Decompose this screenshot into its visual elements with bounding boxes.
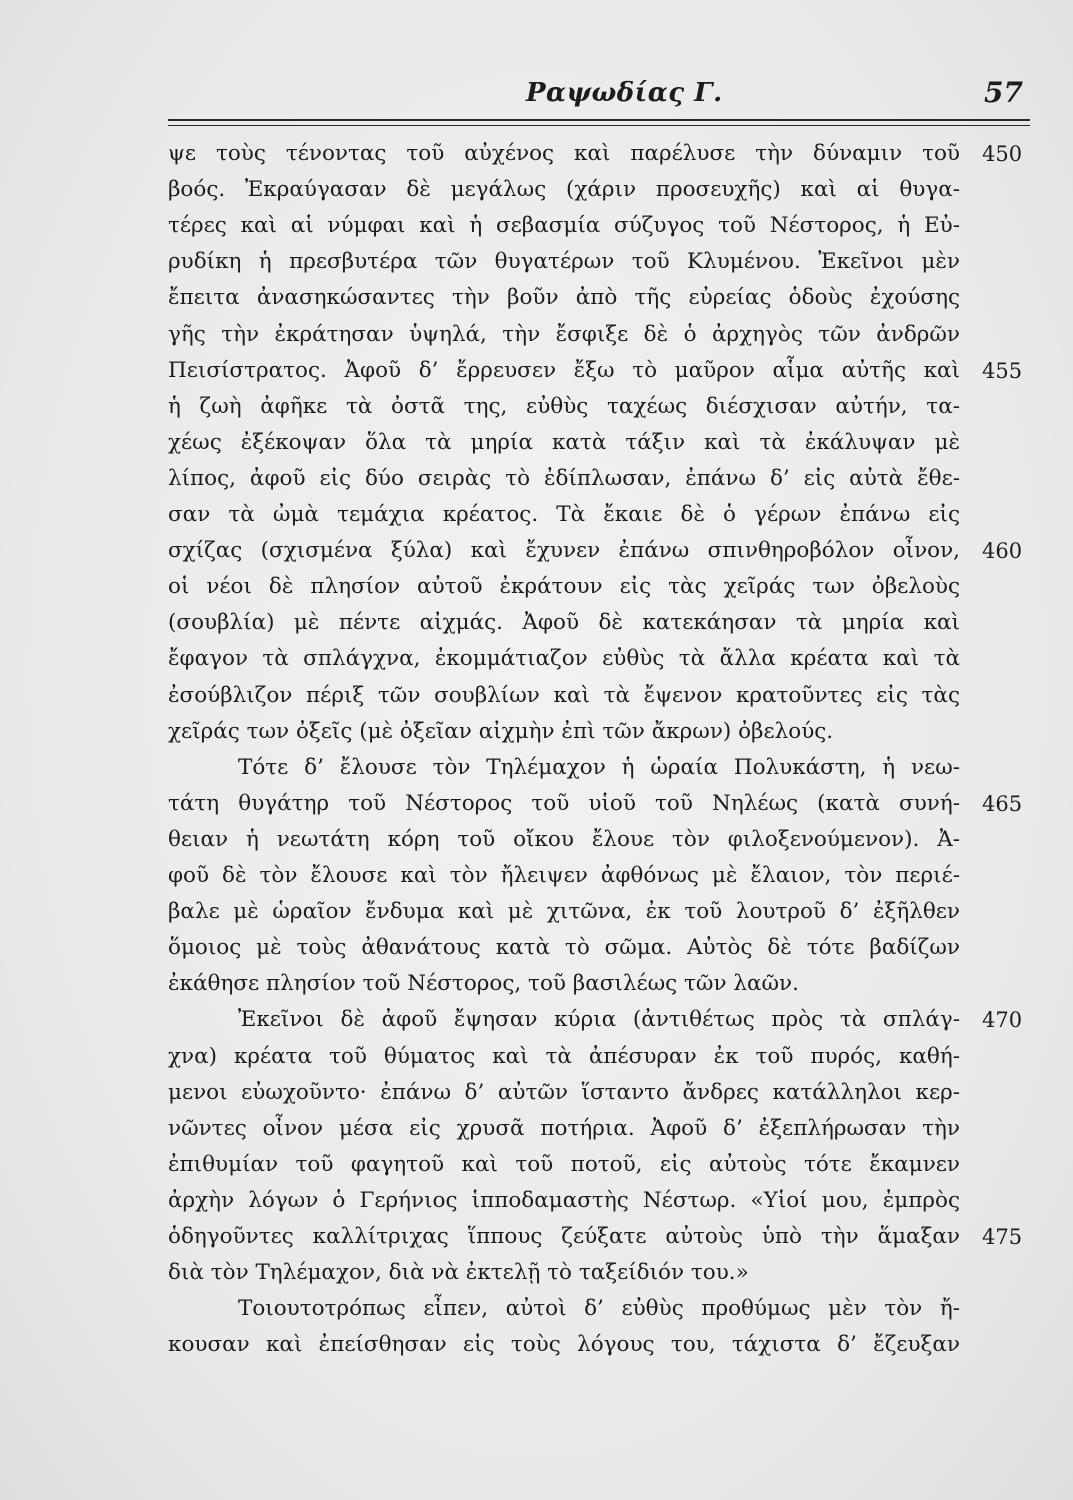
text-line: Τοιουτοτρόπως εἶπεν, αὐτοὶ δ’ εὐθὺς προθύμως μὲν τὸν ἤ-: [238, 1296, 960, 1321]
text-line: ἀρχὴν λόγων ὁ Γερήνιος ἱπποδαμαστὴς Νέστωρ. «Υἱοί μου, ἐμπρὸς: [168, 1188, 960, 1213]
text-line: ἔφαγον τὰ σπλάγχνα, ἐκομμάτιαζον εὐθὺς τὰ ἄλλα κρέατα καὶ τὰ: [168, 646, 960, 671]
text-line: (σουβλία) μὲ πέντε αἰχμάς. Ἀφοῦ δὲ κατεκάησαν τὰ μηρία καὶ: [168, 610, 960, 635]
text-line: θειαν ἡ νεωτάτη κόρη τοῦ οἴκου ἔλουε τὸν φιλοξενούμενον). Ἀ-: [168, 827, 960, 852]
text-line: φοῦ δὲ τὸν ἔλουσε καὶ τὸν ἤλειψεν ἀφθόνως μὲ ἔλαιον, τὸν περιέ-: [168, 863, 960, 888]
running-header-title: Ραψωδίας Γ.: [526, 78, 723, 108]
text-line: νῶντες οἶνον μέσα εἰς χρυσᾶ ποτήρια. Ἀφοῦ δ’ ἐξεπλήρωσαν τὴν: [168, 1116, 960, 1141]
text-line: ἡ ζωὴ ἀφῆκε τὰ ὀστᾶ της, εὐθὺς ταχέως διέσχισαν αὐτήν, τα-: [168, 394, 960, 419]
text-line: ἐπιθυμίαν τοῦ φαγητοῦ καὶ τοῦ ποτοῦ, εἰς αὐτοὺς τότε ἔκαμνεν: [168, 1152, 960, 1177]
verse-number: 460: [982, 539, 1023, 563]
text-line: βαλε μὲ ὡραῖον ἔνδυμα καὶ μὲ χιτῶνα, ἐκ τοῦ λουτροῦ δ’ ἐξῆλθεν: [168, 899, 960, 924]
text-line: ψε τοὺς τένοντας τοῦ αὐχένος καὶ παρέλυσε τὴν δύναμιν τοῦ: [168, 141, 960, 166]
verse-number: 465: [982, 792, 1023, 816]
text-line: ὁδηγοῦντες καλλίτριχας ἵππους ζεύξατε αὐτοὺς ὑπὸ τὴν ἅμαξαν: [168, 1224, 960, 1249]
text-line: χνα) κρέατα τοῦ θύματος καὶ τὰ ἀπέσυραν ἐκ τοῦ πυρός, καθή-: [168, 1044, 960, 1069]
text-line: τέρες καὶ αἱ νύμφαι καὶ ἡ σεβασμία σύζυγος τοῦ Νέστορος, ἡ Εὐ-: [168, 213, 960, 238]
text-line: τάτη θυγάτηρ τοῦ Νέστορος τοῦ υἱοῦ τοῦ Νηλέως (κατὰ συνή-: [168, 791, 960, 816]
verse-number: 475: [982, 1225, 1023, 1249]
text-line: κουσαν καὶ ἐπείσθησαν εἰς τοὺς λόγους του, τάχιστα δ’ ἔζευξαν: [168, 1332, 960, 1357]
text-line: ρυδίκη ἡ πρεσβυτέρα τῶν θυγατέρων τοῦ Κλυμένου. Ἐκεῖνοι μὲν: [168, 249, 960, 274]
text-line: ἐκάθησε πλησίον τοῦ Νέστορος, τοῦ βασιλέως τῶν λαῶν.: [168, 971, 799, 996]
text-line: οἱ νέοι δὲ πλησίον αὐτοῦ ἐκράτουν εἰς τὰς χεῖράς των ὀβελοὺς: [168, 574, 960, 599]
text-line: Τότε δ’ ἔλουσε τὸν Τηλέμαχον ἡ ὡραία Πολυκάστη, ἡ νεω-: [238, 755, 960, 780]
text-line: Ἐκεῖνοι δὲ ἀφοῦ ἔψησαν κύρια (ἀντιθέτως πρὸς τὰ σπλάγ-: [238, 1007, 960, 1032]
header-rule-thin: [168, 125, 1030, 126]
text-line: γῆς τὴν ἐκράτησαν ὑψηλά, τὴν ἔσφιξε δὲ ὁ ἀρχηγὸς τῶν ἀνδρῶν: [168, 322, 960, 347]
verse-number: 455: [982, 359, 1023, 383]
text-line: λίπος, ἀφοῦ εἰς δύο σειρὰς τὸ ἐδίπλωσαν, ἐπάνω δ’ εἰς αὐτὰ ἔθε-: [168, 466, 960, 491]
text-line: χέως ἐξέκοψαν ὅλα τὰ μηρία κατὰ τάξιν καὶ τὰ ἐκάλυψαν μὲ: [168, 430, 960, 455]
text-line: ἔπειτα ἀνασηκώσαντες τὴν βοῦν ἀπὸ τῆς εὐρείας ὁδοὺς ἐχούσης: [168, 285, 960, 310]
text-line: ὅμοιος μὲ τοὺς ἀθανάτους κατὰ τὸ σῶμα. Αὐτὸς δὲ τότε βαδίζων: [168, 935, 960, 960]
text-line: βοός. Ἐκραύγασαν δὲ μεγάλως (χάριν προσευχῆς) καὶ αἱ θυγα-: [168, 177, 960, 202]
text-line: σαν τὰ ὠμὰ τεμάχια κρέατος. Τὰ ἔκαιε δὲ ὁ γέρων ἐπάνω εἰς: [168, 502, 960, 527]
header-rule-thick: [168, 119, 1030, 121]
verse-number: 450: [982, 142, 1023, 166]
text-line: ἐσούβλιζον πέριξ τῶν σουβλίων καὶ τὰ ἔψενον κρατοῦντες εἰς τὰς: [168, 683, 960, 708]
verse-number: 470: [982, 1008, 1023, 1032]
text-line: διὰ τὸν Τηλέμαχον, διὰ νὰ ἐκτελῇ τὸ ταξείδιόν του.»: [168, 1260, 749, 1285]
text-line: χεῖράς των ὀξεῖς (μὲ ὀξεῖαν αἰχμὴν ἐπὶ τῶν ἄκρων) ὀβελούς.: [168, 719, 834, 744]
page-number: 57: [984, 76, 1023, 109]
text-line: μενοι εὐωχοῦντο· ἐπάνω δ’ αὐτῶν ἵσταντο ἄνδρες κατάλληλοι κερ-: [168, 1080, 960, 1105]
text-line: σχίζας (σχισμένα ξύλα) καὶ ἔχυνεν ἐπάνω σπινθηροβόλον οἶνον,: [168, 538, 960, 563]
text-line: Πεισίστρατος. Ἀφοῦ δ’ ἔρρευσεν ἔξω τὸ μαῦρον αἷμα αὐτῆς καὶ: [168, 358, 960, 383]
